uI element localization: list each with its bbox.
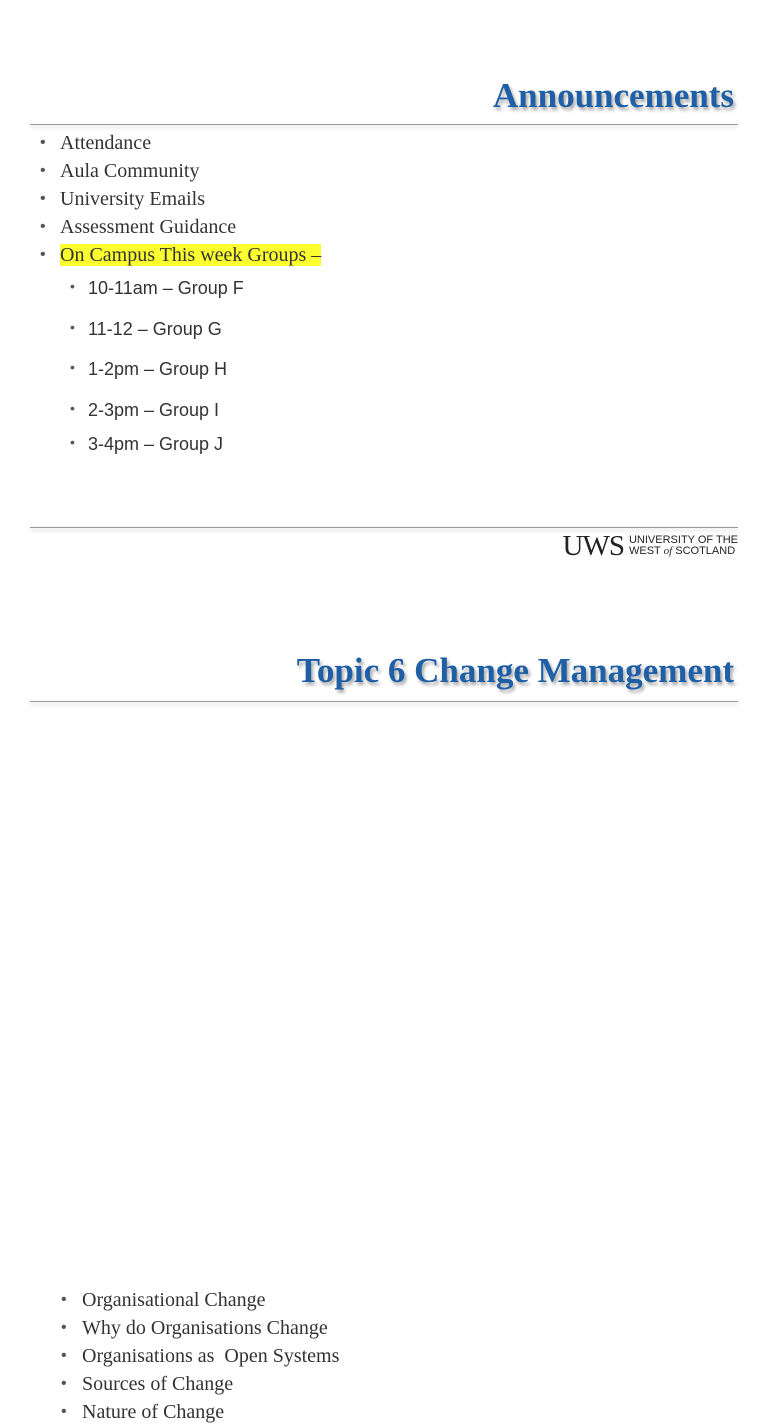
- footer-divider: [30, 527, 738, 528]
- logo-line-2: [629, 546, 738, 557]
- list-item: [61, 1314, 339, 1342]
- bullet-icon: •: [40, 218, 46, 235]
- logo-wordmark: [629, 535, 738, 557]
- list-item-text: Sources of Change: [82, 1373, 234, 1395]
- list-item: [40, 241, 321, 269]
- bullet-icon: •: [70, 359, 75, 375]
- bullet-icon: •: [70, 434, 75, 450]
- logo-word-scotland: SCOTLAND: [672, 545, 736, 557]
- slide-title: Topic 6 Change Management: [296, 651, 734, 690]
- list-item: [40, 129, 321, 157]
- bullet-icon: •: [40, 246, 46, 263]
- bullet-icon: •: [70, 400, 75, 416]
- group-schedule-list: [70, 275, 244, 457]
- list-item: [61, 1370, 339, 1398]
- list-item: [70, 316, 244, 342]
- topic-slide: [0, 580, 768, 1423]
- bullet-icon: •: [61, 1347, 67, 1364]
- list-item: [70, 397, 244, 423]
- bullet-icon: •: [61, 1291, 67, 1308]
- bullet-icon: •: [61, 1403, 67, 1420]
- list-item-text: Organisational Change: [82, 1289, 266, 1311]
- list-item-text: Aula Community: [60, 160, 200, 182]
- list-item: [61, 1398, 339, 1426]
- logo-mark: UWS: [562, 529, 624, 562]
- title-divider: [30, 124, 738, 125]
- logo-word-west: WEST: [628, 545, 664, 557]
- slide-title: Announcements: [492, 76, 734, 115]
- list-item-text: 1-2pm – Group H: [88, 359, 228, 379]
- list-item: [61, 1342, 339, 1370]
- bullet-icon: •: [61, 1375, 67, 1392]
- uws-logo: [563, 530, 738, 562]
- logo-line-1: UNIVERSITY OF THE: [628, 534, 738, 546]
- logo-word-of: of: [663, 545, 673, 557]
- bullet-icon: •: [40, 162, 46, 179]
- bullet-icon: •: [70, 319, 75, 335]
- list-item-text: University Emails: [60, 188, 205, 210]
- list-item-text: 2-3pm – Group I: [88, 400, 220, 420]
- list-item: [70, 356, 244, 382]
- highlighted-text: On Campus This week Groups –: [60, 244, 322, 266]
- bullet-icon: •: [40, 134, 46, 151]
- bullet-icon: •: [70, 278, 75, 294]
- list-item-text: Why do Organisations Change: [82, 1317, 328, 1339]
- list-item: [61, 1286, 339, 1314]
- list-item-text: Assessment Guidance: [60, 216, 237, 238]
- list-item-text: 10-11am – Group F: [88, 278, 244, 298]
- bullet-icon: •: [40, 190, 46, 207]
- list-item-text: Organisations as Open Systems: [82, 1345, 340, 1367]
- list-item-text: 3-4pm – Group J: [88, 434, 224, 454]
- list-item: [40, 185, 321, 213]
- announcement-list: [40, 129, 321, 269]
- topic-list: [61, 1286, 339, 1426]
- list-item: [70, 275, 244, 301]
- announcements-slide: [0, 0, 768, 580]
- title-divider: [30, 701, 738, 702]
- list-item-text: 11-12 – Group G: [88, 319, 222, 339]
- bullet-icon: •: [61, 1319, 67, 1336]
- list-item: [40, 157, 321, 185]
- list-item-text: Nature of Change: [82, 1401, 225, 1423]
- list-item: [40, 213, 321, 241]
- list-item-text: Attendance: [60, 132, 152, 154]
- list-item: [70, 431, 244, 457]
